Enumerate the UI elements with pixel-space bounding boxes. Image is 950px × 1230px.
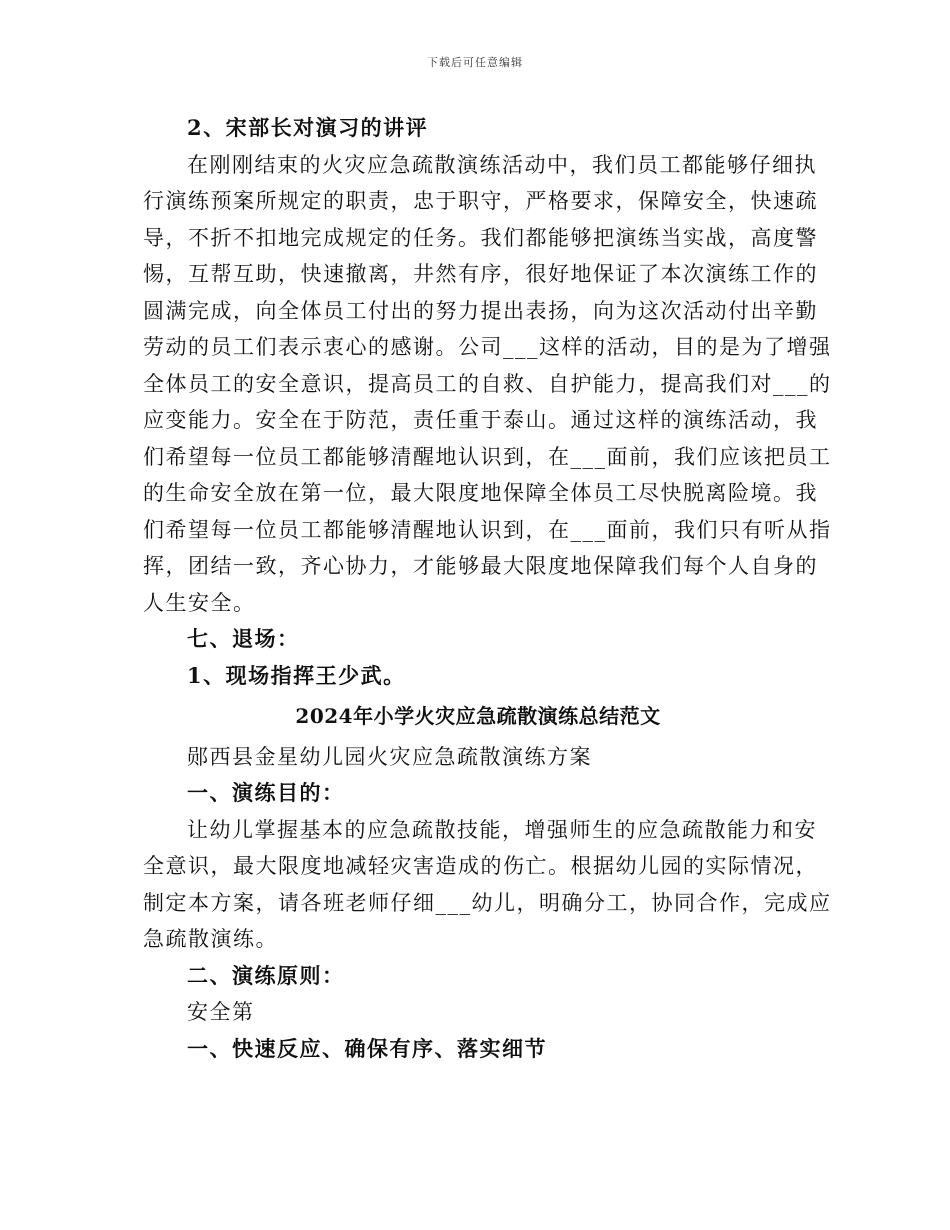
document-title: 2024年小学火灾应急疏散演练总结范文 [295,704,661,728]
section-heading-review: 2、宋部长对演习的讲评 [187,115,429,140]
paragraph-line: 圆满完成，向全体员工付出的努力提出表扬，向为这次活动付出辛勤 [143,298,818,323]
section-heading-purpose: 一、演练目的： [187,780,345,805]
principle-text: 安全第 [187,1000,255,1024]
section-heading-principle: 二、演练原则： [187,962,345,988]
page-header: 下载后可任意编辑 [427,56,523,69]
paragraph-line: 的生命安全放在第一位，最大限度地保障全体员工尽快脱离险境。我 [143,481,818,505]
review-paragraph [143,147,832,622]
paragraph-line: 应变能力。安全在于防范，责任重于泰山。通过这样的演练活动，我 [143,408,818,432]
paragraph-line: 让幼儿掌握基本的应急疏散技能，增强师生的应急疏散能力和安 [187,817,817,842]
paragraph-line: 劳动的员工们表示衷心的感谢。公司___这样的活动，目的是为了增强 [143,335,832,359]
paragraph-line: 们希望每一位员工都能够清醒地认识到，在___面前，我们应该把员工 [143,444,832,469]
paragraph-line: 们希望每一位员工都能够清醒地认识到，在___面前，我们只有听从指 [143,517,832,542]
document-body [143,110,832,1067]
paragraph-line: 全体员工的安全意识，提高员工的自救、自护能力，提高我们对___的 [143,371,832,396]
principle-item: 一、快速反应、确保有序、落实细节 [187,1035,547,1061]
paragraph-line: 导，不折不扣地完成规定的任务。我们都能够把演练当实战，高度警 [143,225,818,250]
paragraph-line: 挥，团结一致，齐心协力，才能够最大限度地保障我们每个人自身的 [143,554,818,578]
paragraph-line: 行演练预案所规定的职责，忠于职守，严格要求，保障安全，快速疏 [143,189,818,213]
section-heading-exit: 七、退场： [187,626,300,651]
purpose-paragraph [143,812,832,958]
paragraph-line: 制定本方案，请各班老师仔细___幼儿，明确分工，协同合作，完成应 [143,890,832,915]
plan-title: 郧西县金星幼儿园火灾应急疏散演练方案 [187,744,592,769]
paragraph-line: 人生安全。 [143,590,256,615]
paragraph-line: 惕，互帮互助，快速撤离，井然有序，很好地保证了本次演练工作的 [143,262,818,286]
paragraph-line: 急疏散演练。 [143,927,278,951]
paragraph-line: 在刚刚结束的火灾应急疏散演练活动中，我们员工都能够仔细执 [187,152,817,177]
paragraph-line: 全意识，最大限度地减轻灾害造成的伤亡。根据幼儿园的实际情况， [143,854,818,878]
exit-item-1: 1、现场指挥王少武。 [187,662,406,688]
